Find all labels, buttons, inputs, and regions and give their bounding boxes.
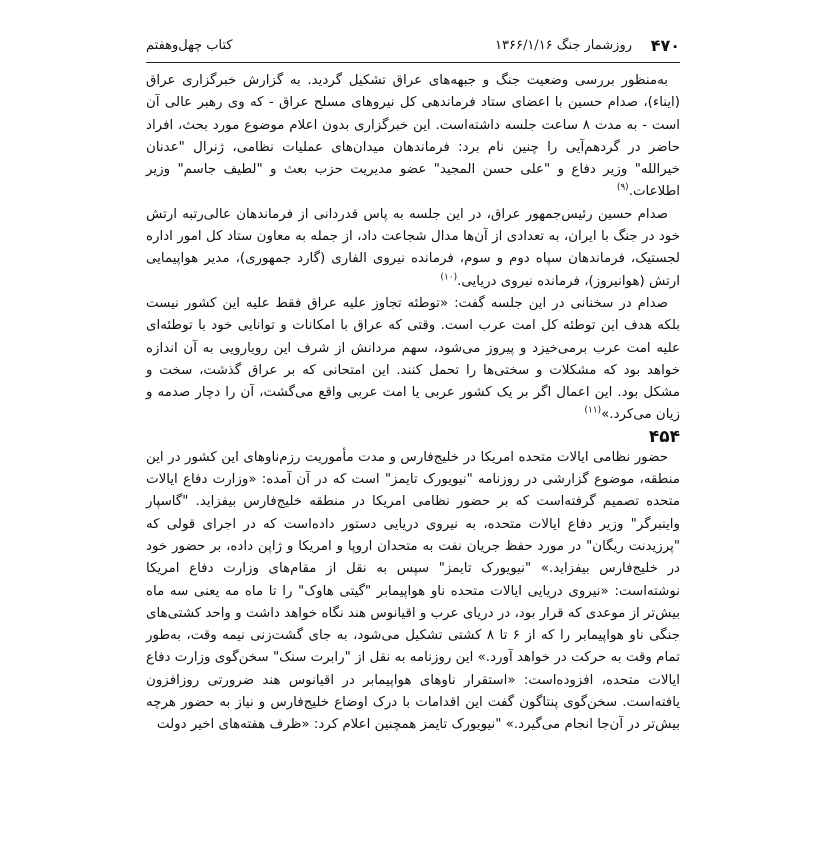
paragraph <box>146 293 680 427</box>
paragraph <box>146 204 680 293</box>
book-title: کتاب چهل‌وهفتم <box>146 38 233 53</box>
running-title: روزشمار جنگ ۱۳۶۶/۱/۱۶ <box>495 38 632 53</box>
paragraph <box>146 70 680 204</box>
footnote-marker: (۱۰) <box>440 272 458 283</box>
paragraph-text: صدام در سخنانی در این جلسه گفت: «توطئه تجاوز علیه عراق فقط علیه این کشور نیست بلکه هدف این توطئه کل امت عرب است. وقتی که عراق با امکانات و توانایی خود با توطئه‌ای علیه امت عرب برمی‌خیزد و پیروز می‌شود، سهم مردانش از شرف این رویارویی به آن اندازه خواهد بود که مشکلات و سختی‌ها را تحمل کنند. این امتحانی که بر عراق گذشت، سخت و مشکل بود. این اعمال اگر بر یک کشور عربی یا امت عربی واقع می‌گشت، آن را دچار صدمه و زیان می‌کرد.» <box>146 295 680 423</box>
body-text <box>146 70 680 737</box>
footnote-marker: (۱۱) <box>584 405 602 416</box>
running-header <box>146 36 680 63</box>
footnote-marker: (۹) <box>616 183 629 194</box>
paragraph-text: به‌منظور بررسی وضعیت جنگ و جبهه‌های عراق تشکیل گردید. به گزارش خبرگزاری عراق (ایناء)، صدام حسین با اعضای ستاد فرماندهی کل نیروهای مسلح عراق - که وی رهبر عالی آن است - به مدت ۸ ساعت جلسه داشته‌است. این خبرگزاری بدون اعلام موضوع مورد بحث، افراد حاضر در گردهم‌آیی را چنین نام برد: فرماندهان میدان‌های عملیات نظامی، ژنرال "عدنان خیرالله" وزیر دفاع و "علی حسن المجید" عضو مدیریت حزب بعث و "لطیف جاسم" وزیر اطلاعات. <box>146 73 680 200</box>
paragraph-text: حضور نظامی ایالات متحده امریکا در خلیج‌فارس و مدت مأموریت رزم‌ناوهای این کشور در این منطقه، موضوع گزارشی در روزنامه "نیویورک تایمز" است که در آن آمده: «وزارت دفاع ایالات متحده تصمیم گرفته‌است که بر حضور نظامی امریکا در منطقه خلیج‌فارس بیفزاید. "گاسپار واینبرگر" وزیر دفاع ایالات متحده، به نیروی دریایی دستور داده‌است که در اجرای قولی که "پرزیدنت ریگان" در مورد حفظ جریان نفت به متحدان اروپا و امریکا و ژاپن داده، بر حضور خود در خلیج‌فارس بیفزاید.» "نیویورک تایمز" سپس به نقل از مقام‌های وزارت دفاع امریکا نوشته‌است: «نیروی دریایی ایالات متحده ناو هواپیمابر "گیتی هاوک" را تا ماه مه یعنی سه ماه بیش‌تر از موعدی که قرار بود، در دریای عرب و اقیانوس هند نگاه خواهد داشت و واحد کشتی‌های جنگی ناو هواپیمابر را که از ۶ تا ۸ کشتی تشکیل می‌شود، به جای گشت‌زنی نیمه وقت، به‌طور تمام وقت به حرکت در خواهد آورد.» این روزنامه به نقل از "رابرت سنک" سخن‌گوی وزارت دفاع ایالات متحده، افزوده‌است: «استقرار ناوهای هواپیمابر در اقیانوس هند ضرورتی روزافزون یافته‌است. سخن‌گوی پنتاگون گفت این اقدامات با درک اوضاع خلیج‌فارس و نیاز به حضور هرچه بیش‌تر در آن‌جا انجام می‌گیرد.» "نیویورک تایمز همچنین اعلام کرد: «ظرف هفته‌های اخیر دولت <box>146 449 680 733</box>
entry-number: ۴۵۴ <box>648 426 680 447</box>
paragraph-text: صدام حسین رئیس‌جمهور عراق، در این جلسه به پاس قدردانی از فرماندهان عالی‌رتبه ارتش خود در جنگ با ایران، به تعدادی از آن‌ها مدال شجاعت داد، از جمله به معاون ستاد کل امور اداره لجستیک، فرماندهان سپاه دوم و سوم، فرمانده نیروی الفاری (گارد جمهوری)، مدیر هواپیمایی ارتش (هوانیروز)، فرمانده نیروی دریایی. <box>146 206 680 289</box>
page-number: ۴۷۰ <box>650 36 680 55</box>
paragraph <box>146 447 680 737</box>
